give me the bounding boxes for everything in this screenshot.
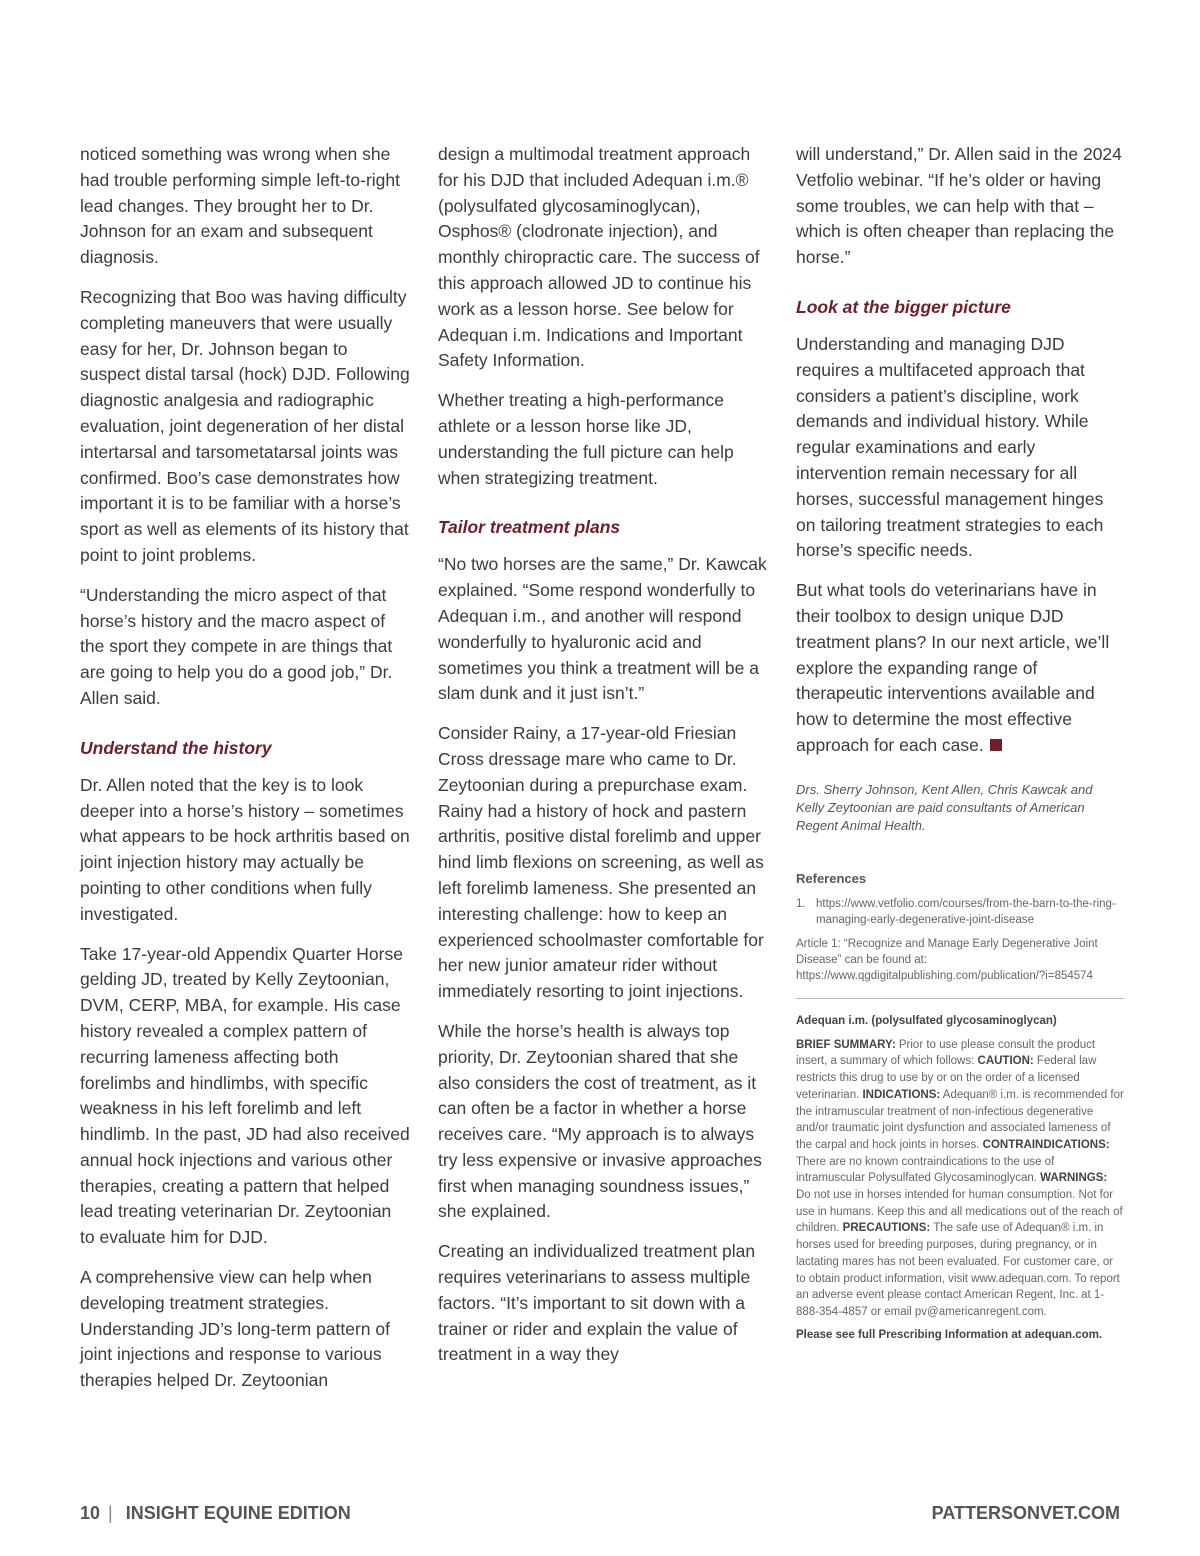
section-heading-understand-history: Understand the history: [80, 737, 272, 758]
paragraph: will understand,” Dr. Allen said in the 2024 Vetfolio webinar. “If he’s older or having some troubles, we can help with that – which is often cheaper than replacing the horse.”: [796, 144, 1122, 268]
publication-name: INSIGHT EQUINE EDITION: [125, 1502, 351, 1523]
references-heading: References: [796, 870, 867, 886]
label-contraindications: CONTRAINDICATIONS:: [982, 1138, 1110, 1151]
brief-summary-text: Prior to use please consult the product insert, a summary of which follows:: [796, 1038, 1096, 1068]
precautions-text: The safe use of Adequan® i.m. in horses used for breeding purposes, during pregnancy, or in lactating mares has not been evaluated. For customer care, or to obtain product information, visit www.adequan.com. To report an adverse event please contact American Regent, Inc. at 1-888-354-4857 or email pv@americanregent.com.: [796, 1222, 1120, 1318]
footer-publication: [80, 1503, 359, 1524]
closing-text: But what tools do veterinarians have in their toolbox to design unique DJD treatment plans? In our next article, we’ll explore the expanding range of therapeutic interventions available and how to determine the most effective approach for each case.: [796, 580, 1110, 755]
closing-paragraph: [796, 578, 1124, 759]
label-caution: CAUTION:: [977, 1055, 1034, 1068]
paragraph: Recognizing that Boo was having difficulty completing maneuvers that were usually easy for her, Dr. Johnson began to suspect distal tarsal (hock) DJD. Following diagnostic analgesia and radiographic evaluation, joint degeneration of her distal intertarsal and tarsometatarsal joints was confirmed. Boo’s case demonstrates how important it is to be familiar with a horse’s sport as well as elements of its history that point to joint problems.: [80, 286, 410, 565]
section-divider: [796, 998, 1124, 999]
caution-text: Federal law restricts this drug to use by or on the order of a licensed veterinarian.: [796, 1055, 1097, 1101]
article-column-2: [438, 142, 768, 1382]
reference-item: [796, 896, 1124, 928]
indications-text: Adequan® i.m. is recommended for the intramuscular treatment of non-infectious degenerative and/or traumatic joint dysfunction and associated lameness of the carpal and hock joints in horses.: [796, 1088, 1124, 1151]
paragraph: Whether treating a high-performance athlete or a lesson horse like JD, understanding the full picture can help when strategizing treatment.: [438, 390, 734, 488]
reference-link[interactable]: https://www.vetfolio.com/courses/from-the-barn-to-the-ring-managing-early-degenerative-joint-disease: [816, 897, 1116, 926]
paragraph: A comprehensive view can help when developing treatment strategies. Understanding JD’s long-term pattern of joint injections and response to various therapies helped Dr. Zeytoonian: [80, 1267, 390, 1391]
paragraph: noticed something was wrong when she had trouble performing simple left-to-right lead changes. They brought her to Dr. Johnson for an exam and subsequent diagnosis.: [80, 144, 401, 268]
prescribing-info-title: Adequan i.m. (polysulfated glycosaminoglycan): [796, 1014, 1057, 1027]
article-column-1: [80, 142, 410, 1408]
end-of-article-square-icon: [990, 739, 1002, 751]
label-indications: INDICATIONS:: [862, 1088, 941, 1101]
paragraph: design a multimodal treatment approach for his DJD that included Adequan i.m.® (polysulfated glycosaminoglycan), Osphos® (clodronate injection), and monthly chiropractic care. The success of this approach allowed JD to continue his work as a lesson horse. See below for Adequan i.m. Indications and Important Safety Information.: [438, 144, 760, 371]
paragraph: Creating an individualized treatment plan requires veterinarians to assess multiple factors. “It’s important to sit down with a trainer or rider and explain the value of treatment in a way they: [438, 1241, 756, 1365]
page-number: 10: [80, 1502, 101, 1523]
paragraph: Understanding and managing DJD requires a multifaceted approach that considers a patient’s discipline, work demands and individual history. While regular examinations and early intervention remain necessary for all horses, successful management hinges on tailoring treatment strategies to each horse’s specific needs.: [796, 333, 1104, 561]
warnings-text: Do not use in horses intended for human consumption. Not for use in humans. Keep this and all medications out of the reach of children.: [796, 1189, 1123, 1235]
label-warnings: WARNINGS:: [1040, 1172, 1108, 1185]
reference-note: Article 1: “Recognize and Manage Early Degenerative Joint Disease” can be found at: https://www.qgdigitalpublishing.com/publication/?i=854574: [796, 937, 1098, 982]
website-link[interactable]: PATTERSONVET.COM: [931, 1502, 1120, 1523]
article-column-3: [796, 142, 1124, 1341]
paragraph: “No two horses are the same,” Dr. Kawcak explained. “Some respond wonderfully to Adequan i.m., and another will respond wonderfully to hyaluronic acid and sometimes you think a treatment will be a slam dunk and it just isn’t.”: [438, 554, 767, 704]
paragraph: Consider Rainy, a 17-year-old Friesian Cross dressage mare who came to Dr. Zeytoonian during a prepurchase exam. Rainy had a history of hock and pastern arthritis, positive distal forelimb and upper hind limb flexions on screening, as well as left forelimb lameness. She presented an interesting challenge: how to keep an experienced schoolmaster comfortable for her new junior amateur rider without immediately resorting to joint injections.: [438, 723, 764, 1002]
prescribing-info-footnote: Please see full Prescribing Information at adequan.com.: [796, 1328, 1103, 1341]
page-footer: [80, 1500, 1120, 1526]
label-precautions: PRECAUTIONS:: [842, 1222, 931, 1235]
paragraph: While the horse’s health is always top priority, Dr. Zeytoonian shared that she also considers the cost of treatment, as it can often be a factor in whether a horse receives care. “My approach is to always try less expensive or invasive approaches first when managing soundness issues,” she explained.: [438, 1020, 762, 1222]
author-credit: Drs. Sherry Johnson, Kent Allen, Chris Kawcak and Kelly Zeytoonian are paid consultants of American Regent Animal Health.: [796, 781, 1093, 833]
section-heading-tailor-treatment: Tailor treatment plans: [438, 517, 621, 538]
paragraph: “Understanding the micro aspect of that horse’s history and the macro aspect of the sport they compete in are things that are going to help you do a good job,” Dr. Allen said.: [80, 584, 393, 708]
paragraph: Dr. Allen noted that the key is to look deeper into a horse’s history – sometimes what appears to be hock arthritis based on joint injection history may actually be pointing to other conditions when fully investigated.: [80, 774, 410, 924]
section-heading-bigger-picture: Look at the bigger picture: [796, 296, 1011, 317]
label-brief-summary: BRIEF SUMMARY:: [796, 1038, 896, 1051]
paragraph: Take 17-year-old Appendix Quarter Horse gelding JD, treated by Kelly Zeytoonian, DVM, CERP, MBA, for example. His case history revealed a complex pattern of recurring lameness affecting both forelimbs and hindlimbs, with specific weakness in his left forelimb and left hindlimb. In the past, JD had also received annual hock injections and various other therapies, creating a pattern that helped lead treating veterinarian Dr. Zeytoonian to evaluate him for DJD.: [80, 943, 410, 1248]
contraindications-text: There are no known contraindications to the use of intramuscular Polysulfated Glycosaminoglycan.: [796, 1155, 1055, 1185]
footer-separator: |: [108, 1502, 113, 1523]
brief-summary: [796, 1037, 1124, 1321]
reference-number: 1.: [796, 897, 806, 910]
